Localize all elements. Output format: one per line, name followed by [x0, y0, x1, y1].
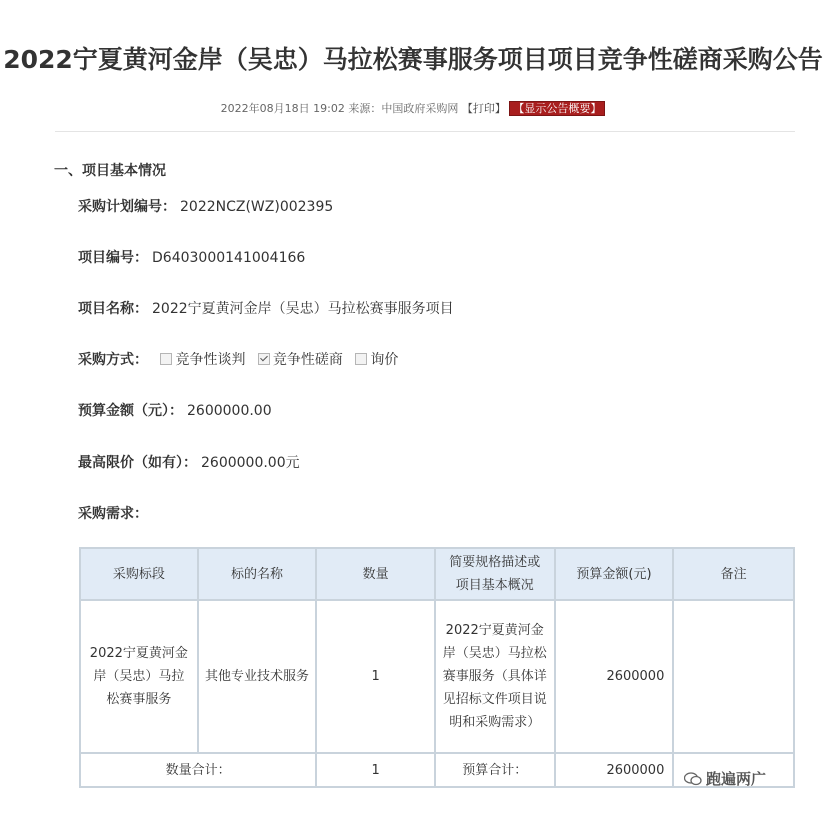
- checkbox-inquiry[interactable]: [355, 353, 367, 365]
- project-number-label: 项目编号：: [78, 250, 148, 266]
- project-number-field: [78, 247, 305, 267]
- header-item-name: 标的名称: [198, 548, 317, 600]
- project-name-label: 项目名称：: [78, 301, 148, 317]
- wechat-icon: [684, 772, 702, 786]
- plan-number-field: [78, 196, 333, 216]
- summary-budget-label: 预算合计：: [435, 753, 555, 787]
- table-row: [80, 600, 794, 753]
- requirement-label: 采购需求：: [78, 506, 148, 522]
- section-heading-basic-info: 一、项目基本情况: [54, 163, 166, 179]
- project-name-field: [78, 298, 454, 318]
- requirement-table: [79, 547, 795, 788]
- page-title: 2022宁夏黄河金岸（吴忠）马拉松赛事服务项目项目竞争性磋商采购公告: [3, 45, 823, 74]
- header-budget: 预算金额(元): [555, 548, 674, 600]
- max-price-value: 2600000.00元: [201, 455, 300, 471]
- checkbox-consultation[interactable]: [258, 353, 270, 365]
- budget-field: [78, 400, 272, 420]
- header-divider: [55, 131, 795, 132]
- watermark-text: 跑遍两广: [706, 770, 767, 788]
- option-consultation-label: 竞争性磋商: [272, 352, 343, 368]
- max-price-label: 最高限价（如有）：: [78, 455, 197, 471]
- project-name-value: 2022宁夏黄河金岸（吴忠）马拉松赛事服务项目: [152, 301, 454, 317]
- max-price-field: [78, 452, 300, 472]
- header-lot: 采购标段: [80, 548, 198, 600]
- cell-description: 2022宁夏黄河金岸（吴忠）马拉松赛事服务（具体详见招标文件项目说明和采购需求）: [435, 600, 555, 753]
- summary-budget-value: 2600000: [555, 753, 674, 787]
- plan-number-label: 采购计划编号：: [78, 199, 176, 215]
- wechat-watermark: [684, 768, 766, 789]
- cell-note: [673, 600, 794, 753]
- procurement-method-field: [78, 349, 398, 369]
- plan-number-value: 2022NCZ(WZ)002395: [180, 199, 334, 215]
- procurement-method-label: 采购方式：: [78, 352, 148, 368]
- requirement-field: [78, 503, 148, 523]
- budget-label: 预算金额（元）：: [78, 403, 183, 419]
- option-inquiry-label: 询价: [370, 352, 399, 368]
- table-header-row: [80, 548, 794, 600]
- header-description: 简要规格描述或 项目基本概况: [435, 548, 555, 600]
- budget-value: 2600000.00: [187, 403, 272, 419]
- header-note: 备注: [673, 548, 794, 600]
- summary-quantity-value: 1: [316, 753, 435, 787]
- cell-budget: 2600000: [555, 600, 674, 753]
- summary-quantity-label: 数量合计：: [80, 753, 316, 787]
- cell-quantity: 1: [316, 600, 435, 753]
- source-text: 来源：中国政府采购网: [348, 102, 459, 115]
- article-meta: [0, 100, 826, 116]
- show-summary-button[interactable]: 【显示公告概要】: [509, 101, 605, 116]
- publish-date: 2022年08月18日 19:02: [220, 102, 345, 115]
- project-number-value: D6403000141004166: [152, 250, 306, 266]
- print-link[interactable]: 【打印】: [461, 102, 506, 115]
- header-quantity: 数量: [316, 548, 435, 600]
- cell-item-name: 其他专业技术服务: [198, 600, 317, 753]
- cell-lot: 2022宁夏黄河金岸（吴忠）马拉松赛事服务: [80, 600, 198, 753]
- option-negotiation-label: 竞争性谈判: [175, 352, 246, 368]
- checkbox-negotiation[interactable]: [160, 353, 172, 365]
